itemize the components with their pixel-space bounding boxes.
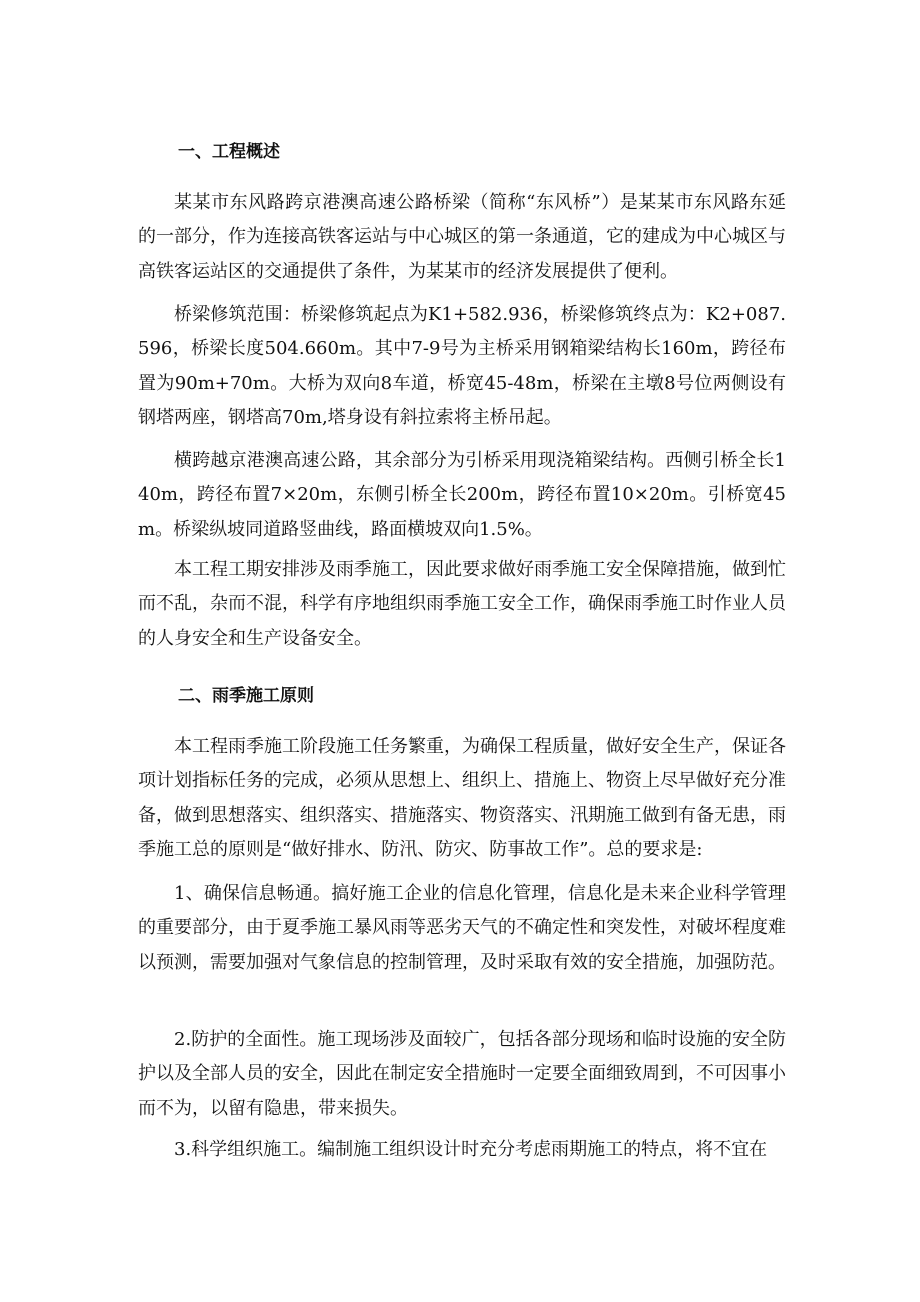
- paragraph-bridge-range: 桥梁修筑范围：桥梁修筑起点为K1+582.936，桥梁修筑终点为：K2+087.596，桥梁长度504.660m。其中7-9号为主桥采用钢箱梁结构长160m，跨径布置为90m+70m。大桥为双向8车道，桥宽45-48m，桥梁在主墩8号位两侧设有钢塔两座，钢塔高70m,塔身设有斜拉索将主桥吊起。: [138, 304, 786, 429]
- paragraph-principles-intro: 本工程雨季施工阶段施工任务繁重，为确保工程质量，做好安全生产，保证各项计划指标任务的完成，必须从思想上、组织上、措施上、物资上尽早做好充分准备，做到思想落实、组织落实、措施落实、物资落实、汛期施工做到有备无患，雨季施工总的原则是“做好排水、防汛、防灾、防事故工作”。总的要求是:: [138, 736, 786, 861]
- paragraph-principle-3: 3.科学组织施工。编制施工组织设计时充分考虑雨期施工的特点，将不宜在: [174, 1139, 768, 1160]
- paragraph-overview-intro: 某某市东风路跨京港澳高速公路桥梁（简称“东风桥”）是某某市东风路东延的一部分，作为连接高铁客运站与中心城区的第一条通道，它的建成为中心城区与高铁客运站区的交通提供了条件，为某某市的经济发展提供了便利。: [138, 192, 786, 282]
- section-heading-overview: 一、工程概述: [178, 142, 280, 162]
- paragraph-principle-1: 1、确保信息畅通。搞好施工企业的信息化管理，信息化是未来企业科学管理的重要部分，由于夏季施工暴风雨等恶劣天气的不确定性和突发性，对破坏程度难以预测，需要加强对气象信息的控制管理，及时采取有效的安全措施，加强防范。: [138, 883, 786, 973]
- paragraph-principle-2: 2.防护的全面性。施工现场涉及面较广，包括各部分现场和临时设施的安全防护以及全部人员的安全，因此在制定安全措施时一定要全面细致周到，不可因事小而不为，以留有隐患，带来损失。: [138, 1029, 786, 1119]
- paragraph-approach-bridge: 横跨越京港澳高速公路，其余部分为引桥采用现浇箱梁结构。西侧引桥全长140m，跨径布置7×20m，东侧引桥全长200m，跨径布置10×20m。引桥宽45m。桥梁纵坡同道路竖曲线，路面横坡双向1.5%。: [138, 450, 786, 540]
- paragraph-rainy-season-safety: 本工程工期安排涉及雨季施工，因此要求做好雨季施工安全保障措施，做到忙而不乱，杂而不混，科学有序地组织雨季施工安全工作，确保雨季施工时作业人员的人身安全和生产设备安全。: [138, 559, 786, 649]
- section-heading-principles: 二、雨季施工原则: [178, 686, 314, 706]
